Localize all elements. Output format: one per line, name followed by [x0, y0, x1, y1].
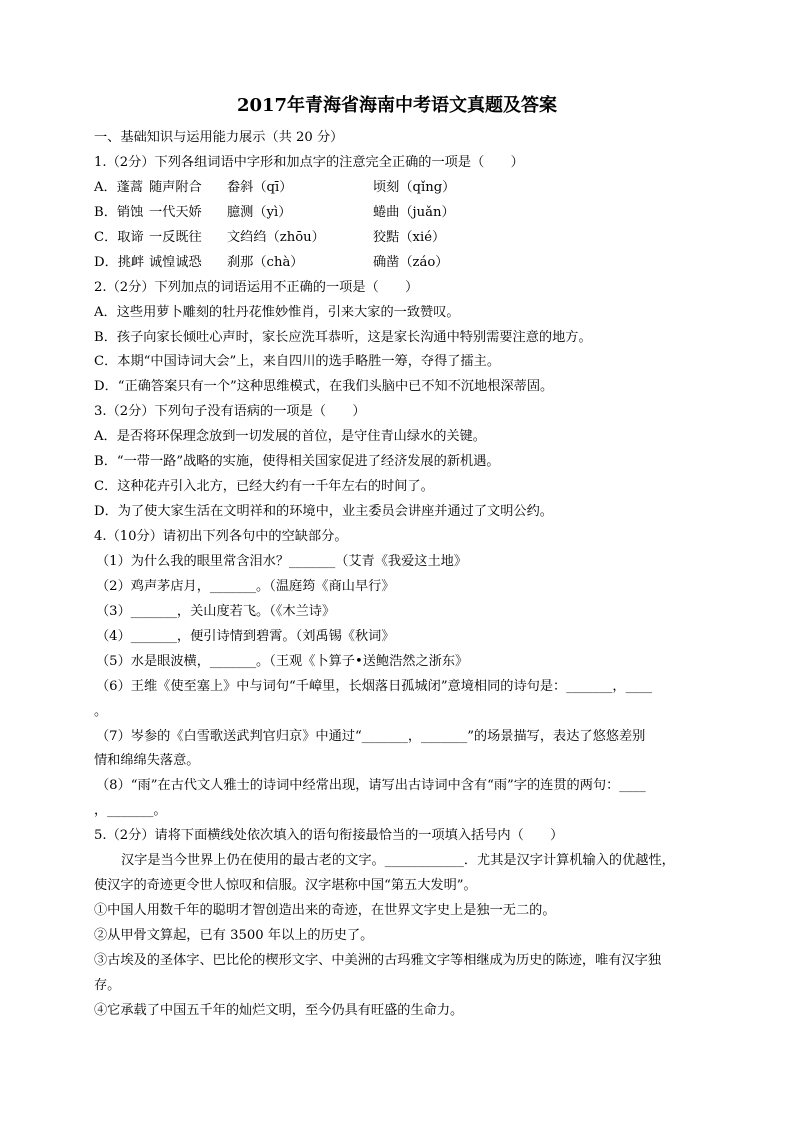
option-label: A．蓬蒿: [94, 179, 144, 195]
question-3-option-b: B．“一带一路”战略的实施，使得相关国家促进了经济发展的新机遇。: [94, 454, 500, 470]
question-3-stem: 3.（2分）下列句子没有语病的一项是（ ）: [94, 404, 366, 420]
option-word: 一反既往: [149, 229, 202, 245]
page-title: 2017年青海省海南中考语文真题及答案: [236, 95, 558, 116]
option-label: B．销蚀: [94, 204, 144, 220]
question-1-option-c: [94, 226, 734, 251]
question-2-option-b: B．孩子向家长倾吐心声时，家长应洗耳恭听，这是家长沟通中特别需要注意的地方。: [94, 329, 592, 345]
question-5-item: ②从甲骨文算起，已有 3500 年以上的历史了。: [94, 928, 374, 943]
question-5-item-continuation: 存。: [94, 977, 121, 993]
question-5-paragraph-continuation: 使汉字的奇迹更令世人惊叹和信服。汉字堪称中国“第五大发明”。: [94, 878, 477, 894]
question-5-paragraph: 汉字是当今世界上仍在使用的最古老的文字。____________．尤其是汉字计算机输入的优越性，: [121, 853, 675, 869]
document-body: [94, 126, 734, 1024]
question-2-stem: 2.（2分）下列加点的词语运用不正确的一项是（ ）: [94, 279, 419, 295]
question-2-option-d: D．“正确答案只有一个”这种思维模式，在我们头脑中已不知不沉地根深蒂固。: [94, 379, 554, 395]
question-4-item: （7）岑参的《白雪歌送武判官归京》中通过“_______，_______”的场景描写，表达了悠悠差别: [96, 728, 646, 744]
question-4-item-continuation: 。: [94, 703, 108, 719]
option-word: 随声附合: [149, 179, 202, 195]
option-label: D．挑衅: [94, 254, 145, 270]
option-word: 顷刻（qǐng）: [373, 179, 456, 195]
question-5-item: ④它承载了中国五千年的灿烂文明，至今仍具有旺盛的生命力。: [94, 1002, 464, 1018]
question-4-item-continuation: 情和绵绵失落意。: [94, 753, 200, 769]
option-word: 文绉绉（zhōu）: [227, 229, 325, 245]
question-5-item: ③古埃及的圣体字、巴比伦的楔形文字、中美洲的古玛雅文字等相继成为历史的陈迹，唯有汉字独: [94, 952, 662, 968]
option-word: 蜷曲（juǎn）: [373, 204, 455, 220]
question-4-item: （8）“雨”在古代文人雅士的诗词中经常出现，请写出古诗词中含有“雨”字的连贯的两句：____: [96, 778, 646, 794]
question-5-stem: 5.（2分）请将下面横线处依次填入的语句衔接最恰当的一项填入括号内（ ）: [94, 828, 564, 844]
question-4-item: （1）为什么我的眼里常含泪水？_______（艾青《我爱这土地》: [96, 553, 468, 569]
question-2-option-a: A．这些用萝卜雕刻的牡丹花惟妙惟肖，引来大家的一致赞叹。: [94, 304, 460, 320]
question-1-option-a: [94, 176, 734, 201]
question-3-option-d: D．为了使大家生活在文明祥和的环境中，业主委员会讲座并通过了文明公约。: [94, 504, 553, 520]
option-word: 狡黠（xié）: [373, 229, 446, 245]
question-4-item: （5）水是眼波横，_______。（王观《卜算子•送鲍浩然之浙东》: [96, 653, 469, 669]
question-4-item: （2）鸡声茅店月，_______。（温庭筠《商山早行》: [96, 578, 395, 594]
question-4-stem: 4.（10分）请初出下列各句中的空缺部分。: [94, 529, 348, 544]
question-4-item: （3）_______，关山度若飞。（《木兰诗》: [96, 603, 336, 619]
option-word: 一代天娇: [149, 204, 202, 220]
question-3-option-c: C．这种花卉引入北方，已经大约有一千年左右的时间了。: [94, 479, 434, 495]
option-word: 畚斜（qī）: [227, 179, 293, 195]
option-word: 确凿（záo）: [373, 254, 449, 270]
section-heading: 一、基础知识与运用能力展示（共 20 分）: [94, 130, 344, 145]
question-4-item: （6）王维《使至塞上》中与词句“千嶂里，长烟落日孤城闭”意境相同的诗句是：_______，____: [96, 678, 652, 694]
question-1-option-b: [94, 201, 734, 226]
question-4-item-continuation: ，_______。: [94, 803, 167, 819]
question-5-item: ①中国人用数千年的聪明才智创造出来的奇迹，在世界文字史上是独一无二的。: [94, 903, 556, 919]
option-word: 臆测（yì）: [227, 204, 292, 220]
question-2-option-c: C．本期“中国诗词大会”上，来自四川的选手略胜一筹，夺得了擂主。: [94, 354, 501, 370]
question-4-item: （4）_______，便引诗情到碧霄。（刘禹锡《秋词》: [96, 628, 395, 644]
question-1-stem: 1.（2分）下列各组词语中字形和加点字的注意完全正确的一项是（ ）: [94, 154, 524, 170]
option-label: C．取谛: [94, 229, 144, 245]
question-3-option-a: A．是否将环保理念放到一切发展的首位，是守住青山绿水的关键。: [94, 429, 486, 445]
option-word: 刹那（chà）: [227, 254, 304, 270]
option-word: 诚惶诚恐: [149, 254, 202, 270]
question-1-option-d: [94, 251, 734, 276]
